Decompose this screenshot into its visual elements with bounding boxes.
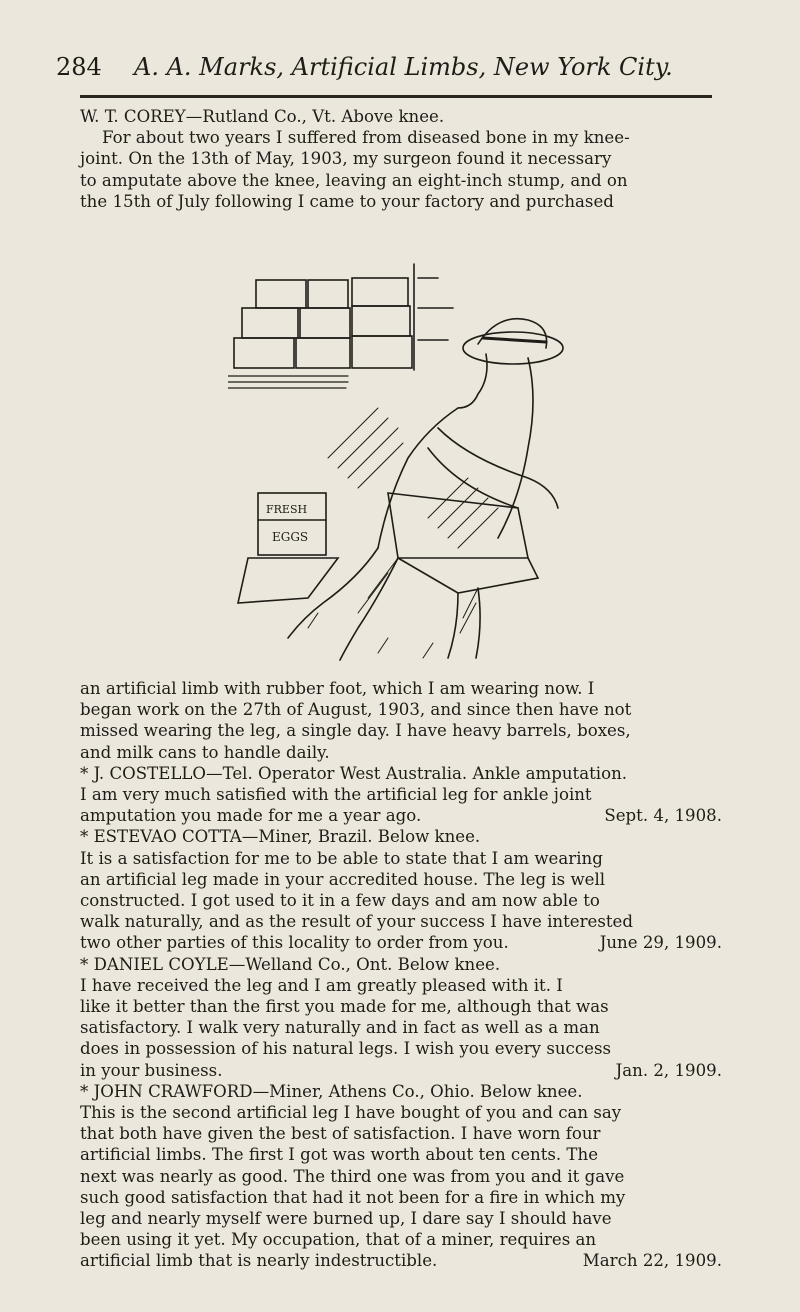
text-line: began work on the 27th of August, 1903, and since then have not bbox=[80, 700, 632, 720]
letter-date: Sept. 4, 1908. bbox=[604, 806, 722, 826]
text-line: I have received the leg and I am greatly pleased with it. I bbox=[80, 975, 563, 995]
text-line: It is a satisfaction for me to be able to state that I am wearing bbox=[80, 848, 603, 868]
page-number: 284 bbox=[56, 53, 102, 81]
entry-heading: * J. COSTELLO—Tel. Operator West Australia. Ankle amputation. bbox=[80, 763, 628, 783]
text-line: next was nearly as good. The third one was from you and it gave bbox=[80, 1166, 625, 1186]
text-line: an artificial limb with rubber foot, which I am wearing now. I bbox=[80, 679, 595, 698]
text-line: I am very much satisfied with the artificial leg for ankle joint bbox=[80, 785, 592, 805]
text-line: the 15th of July following I came to your factory and purchased bbox=[80, 191, 614, 211]
text-line: been using it yet. My occupation, that of a miner, requires an bbox=[80, 1230, 597, 1250]
text-line: joint. On the 13th of May, 1903, my surgeon found it necessary bbox=[80, 149, 612, 169]
text-line: two other parties of this locality to order from you. bbox=[80, 933, 509, 953]
text-line: does in possession of his natural legs. I wish you every success bbox=[80, 1039, 611, 1059]
text-line: missed wearing the leg, a single day. I have heavy barrels, boxes, bbox=[80, 721, 631, 741]
crate-label-line-2: EGGS bbox=[272, 530, 309, 544]
header-rule bbox=[80, 95, 712, 98]
text-line: like it better than the first you made for me, although that was bbox=[80, 997, 609, 1017]
closing-line bbox=[80, 1060, 722, 1081]
entry-heading: * ESTEVAO COTTA—Miner, Brazil. Below knee. bbox=[80, 827, 481, 847]
letter-date: June 29, 1909. bbox=[599, 933, 722, 953]
letter-date: Jan. 2, 1909. bbox=[615, 1060, 722, 1080]
text-line: amputation you made for me a year ago. bbox=[80, 806, 422, 826]
text-line: leg and nearly myself were burned up, I dare say I should have bbox=[80, 1209, 612, 1229]
closing-line bbox=[80, 932, 722, 953]
text-line: satisfactory. I walk very naturally and in fact as well as a man bbox=[80, 1018, 600, 1038]
text-line: For about two years I suffered from diseased bone in my knee- bbox=[102, 128, 630, 148]
entry-heading: * DANIEL COYLE—Welland Co., Ont. Below knee. bbox=[80, 954, 501, 974]
text-line: that both have given the best of satisfaction. I have worn four bbox=[80, 1124, 601, 1144]
text-line: to amputate above the knee, leaving an eight-inch stump, and on bbox=[80, 170, 628, 190]
testimonial-corey-part1 bbox=[80, 106, 722, 212]
text-line: an artificial leg made in your accredited house. The leg is well bbox=[80, 869, 606, 889]
page-header bbox=[56, 52, 716, 82]
illustration-drawing bbox=[228, 258, 566, 664]
text-line: artificial limbs. The first I got was worth about ten cents. The bbox=[80, 1145, 599, 1165]
text-line: walk naturally, and as the result of your success I have interested bbox=[80, 912, 633, 932]
closing-line bbox=[80, 805, 722, 826]
text-line: and milk cans to handle daily. bbox=[80, 742, 330, 762]
text-line: such good satisfaction that had it not been for a fire in which my bbox=[80, 1187, 626, 1207]
illustration-man-lifting-egg-crate bbox=[228, 258, 566, 664]
text-line: artificial limb that is nearly indestructible. bbox=[80, 1251, 438, 1271]
testimonials-continued bbox=[80, 678, 722, 1272]
running-title: A. A. Marks, Artificial Limbs, New York City. bbox=[134, 53, 673, 81]
closing-line bbox=[80, 1250, 722, 1271]
entry-heading: W. T. COREY—Rutland Co., Vt. Above knee. bbox=[80, 107, 445, 126]
crate-label-line-1: FRESH bbox=[266, 503, 308, 516]
text-line: This is the second artificial leg I have bought of you and can say bbox=[80, 1103, 622, 1123]
text-line: constructed. I got used to it in a few days and am now able to bbox=[80, 891, 600, 911]
letter-date: March 22, 1909. bbox=[582, 1251, 722, 1271]
entry-heading: * JOHN CRAWFORD—Miner, Athens Co., Ohio. Below knee. bbox=[80, 1081, 583, 1101]
text-line: in your business. bbox=[80, 1060, 223, 1080]
